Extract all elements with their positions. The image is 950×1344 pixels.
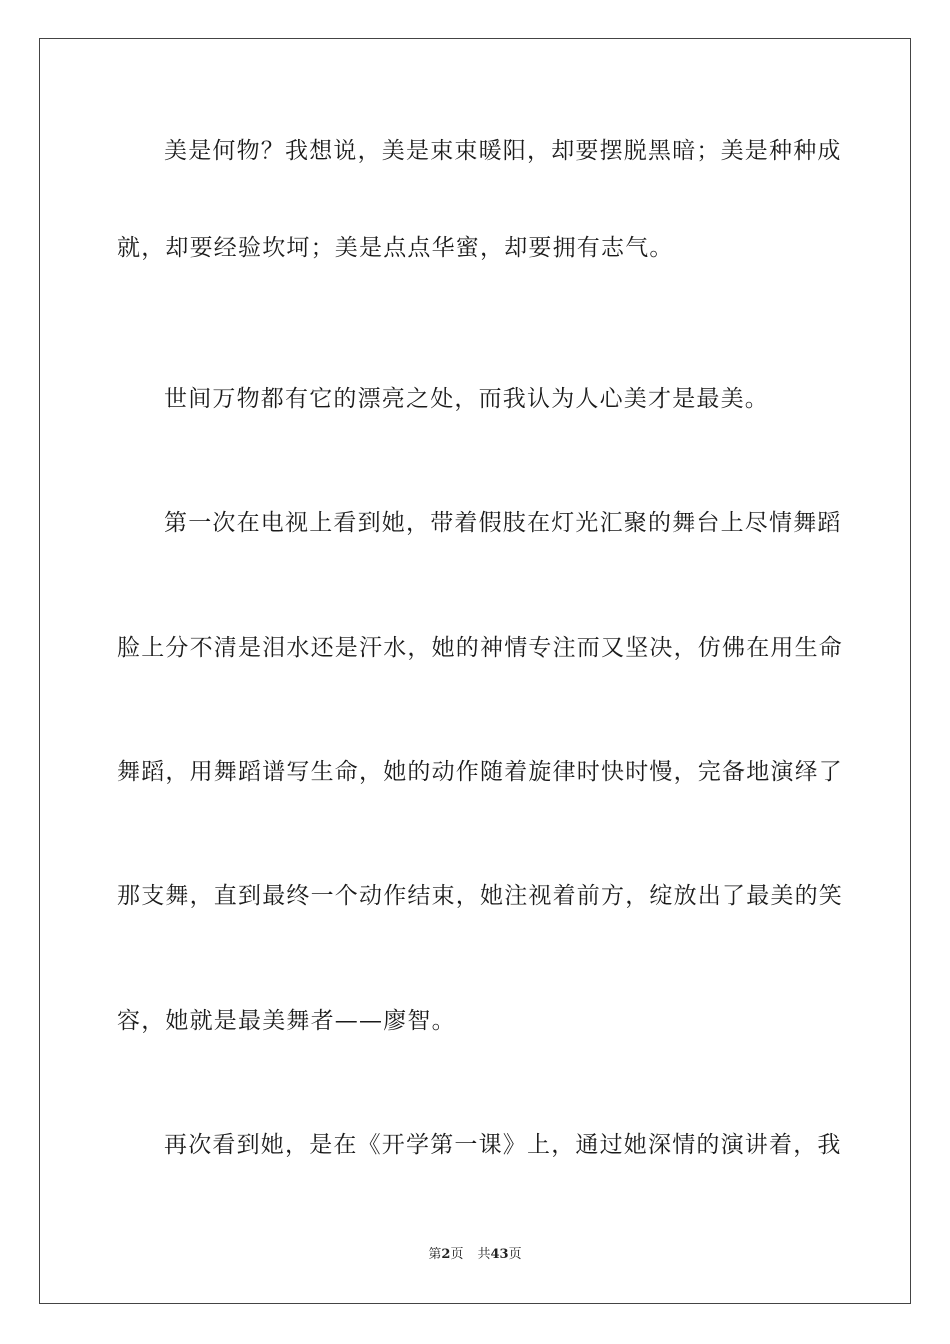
text-line-5: 脸上分不清是泪水还是汗水，她的神情专注而又坚决，仿佛在用生命 — [117, 635, 843, 661]
page-suffix: 页 — [450, 1247, 464, 1262]
total-prefix: 共 — [477, 1247, 491, 1262]
text-line-8: 容，她就是最美舞者——廖智。 — [117, 1008, 456, 1034]
text-line-2: 就，却要经验坎坷；美是点点华蜜，却要拥有志气。 — [117, 235, 674, 261]
page-border — [39, 38, 911, 1304]
total-page-count: 43 — [490, 1247, 509, 1262]
text-line-7: 那支舞，直到最终一个动作结束，她注视着前方，绽放出了最美的笑 — [117, 883, 843, 909]
text-line-9: 再次看到她，是在《开学第一课》上，通过她深情的演讲着，我 — [164, 1132, 842, 1158]
current-page-number: 2 — [441, 1247, 451, 1262]
total-suffix: 页 — [508, 1247, 522, 1262]
text-line-6: 舞蹈，用舞蹈谱写生命，她的动作随着旋律时快时慢，完备地演绎了 — [117, 759, 843, 785]
page-footer — [0, 1246, 950, 1264]
text-line-3: 世间万物都有它的漂亮之处，而我认为人心美才是最美。 — [164, 386, 769, 412]
text-line-1: 美是何物？我想说，美是束束暖阳，却要摆脱黑暗；美是种种成 — [164, 138, 842, 164]
text-line-4: 第一次在电视上看到她，带着假肢在灯光汇聚的舞台上尽情舞蹈 — [164, 510, 842, 536]
page-prefix: 第 — [428, 1247, 442, 1262]
